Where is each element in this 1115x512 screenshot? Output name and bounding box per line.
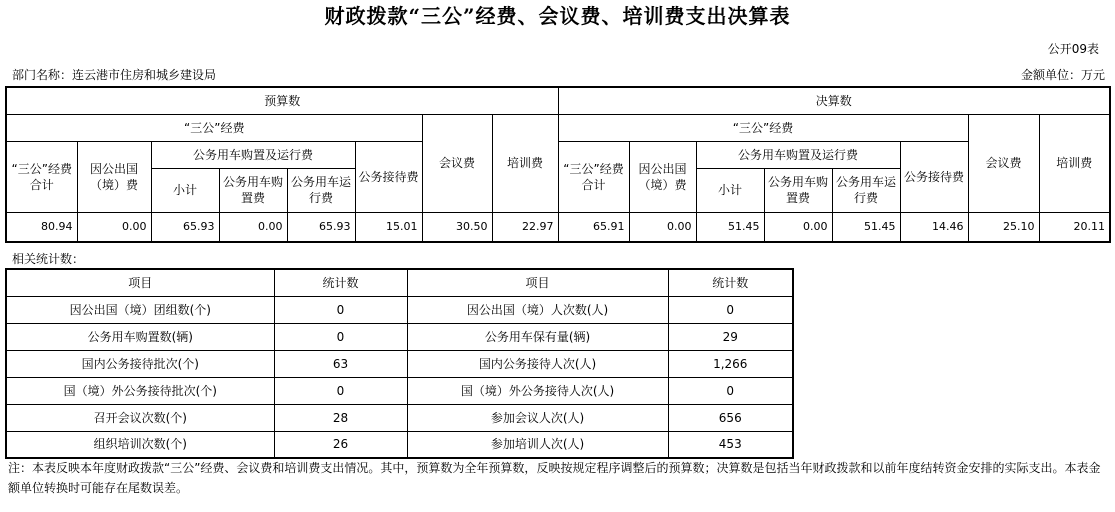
stats-row [6,296,793,323]
final-purchase-value: 0.00 [764,212,832,242]
expense-table [5,86,1111,243]
budget-meeting-header: 会议费 [422,114,492,212]
budget-operation-header: 公务用车运行费 [287,168,355,212]
final-operation-value: 51.45 [832,212,900,242]
final-total-header: “三公”经费合计 [558,141,629,212]
stats-row [6,404,793,431]
budget-meeting-value: 30.50 [422,212,492,242]
budget-reception-header: 公务接待费 [355,141,422,212]
final-operation-header: 公务用车运行费 [832,168,900,212]
stats-header-item: 项目 [407,269,668,296]
stats-item: 公务用车购置数(辆) [6,323,274,350]
budget-subtotal-value: 65.93 [151,212,219,242]
stats-count: 656 [668,404,793,431]
form-number: 公开09表 [1047,42,1099,56]
final-subtotal-value: 51.45 [696,212,764,242]
budget-subtotal-header: 小计 [151,168,219,212]
stats-item: 召开会议次数(个) [6,404,274,431]
values-row [6,212,1110,242]
budget-sangong-header: “三公”经费 [6,114,422,141]
stats-header-count: 统计数 [274,269,407,296]
budget-header: 预算数 [6,87,558,114]
final-training-value: 20.11 [1039,212,1110,242]
stats-item: 国（境）外公务接待批次(个) [6,377,274,404]
stats-item: 国（境）外公务接待人次(人) [407,377,668,404]
stats-item: 因公出国（境）团组数(个) [6,296,274,323]
stats-item: 国内公务接待批次(个) [6,350,274,377]
final-subtotal-header: 小计 [696,168,764,212]
final-sangong-header: “三公”经费 [558,114,968,141]
final-meeting-value: 25.10 [968,212,1039,242]
final-header: 决算数 [558,87,1110,114]
stats-item: 因公出国（境）人次数(人) [407,296,668,323]
stats-count: 0 [274,296,407,323]
stats-item: 参加培训人次(人) [407,431,668,458]
budget-purchase-header: 公务用车购置费 [219,168,287,212]
stats-header-count: 统计数 [668,269,793,296]
stats-row [6,350,793,377]
stats-item: 国内公务接待人次(人) [407,350,668,377]
stats-count: 28 [274,404,407,431]
budget-total-header: “三公”经费合计 [6,141,77,212]
stats-count: 0 [668,296,793,323]
budget-reception-value: 15.01 [355,212,422,242]
stats-count: 453 [668,431,793,458]
stats-item: 组织培训次数(个) [6,431,274,458]
stats-count: 1,266 [668,350,793,377]
page-title: 财政拨款“三公”经费、会议费、培训费支出决算表 [324,4,791,28]
budget-total-value: 80.94 [6,212,77,242]
final-abroad-value: 0.00 [629,212,696,242]
stats-count: 0 [668,377,793,404]
stats-item: 参加会议人次(人) [407,404,668,431]
department-name: 部门名称：连云港市住房和城乡建设局 [12,68,217,82]
stats-row [6,323,793,350]
final-purchase-header: 公务用车购置费 [764,168,832,212]
stats-header-item: 项目 [6,269,274,296]
final-reception-header: 公务接待费 [900,141,968,212]
stats-count: 29 [668,323,793,350]
stats-count: 63 [274,350,407,377]
budget-abroad-header: 因公出国（境）费 [77,141,151,212]
stats-item: 公务用车保有量(辆) [407,323,668,350]
final-meeting-header: 会议费 [968,114,1039,212]
budget-training-value: 22.97 [492,212,558,242]
amount-unit: 金额单位：万元 [1020,68,1105,82]
budget-training-header: 培训费 [492,114,558,212]
footnote: 注：本表反映本年度财政拨款“三公”经费、会议费和培训费支出情况。其中，预算数为全年预算数，反映按规定程序调整后的预算数；决算数是包括当年财政拨款和以前年度结转资金安排的实际支出。本表金额单位转换时可能存在尾数误差。 [8,461,1101,495]
final-vehicle-header: 公务用车购置及运行费 [696,141,900,168]
final-training-header: 培训费 [1039,114,1110,212]
budget-abroad-value: 0.00 [77,212,151,242]
stats-count: 26 [274,431,407,458]
stats-row [6,377,793,404]
final-abroad-header: 因公出国（境）费 [629,141,696,212]
stats-table [5,268,794,459]
final-reception-value: 14.46 [900,212,968,242]
stats-count: 0 [274,377,407,404]
budget-operation-value: 65.93 [287,212,355,242]
budget-purchase-value: 0.00 [219,212,287,242]
stats-header-row [6,269,793,296]
stats-row [6,431,793,458]
budget-vehicle-header: 公务用车购置及运行费 [151,141,355,168]
final-total-value: 65.91 [558,212,629,242]
stats-count: 0 [274,323,407,350]
related-stats-label: 相关统计数： [12,252,85,266]
